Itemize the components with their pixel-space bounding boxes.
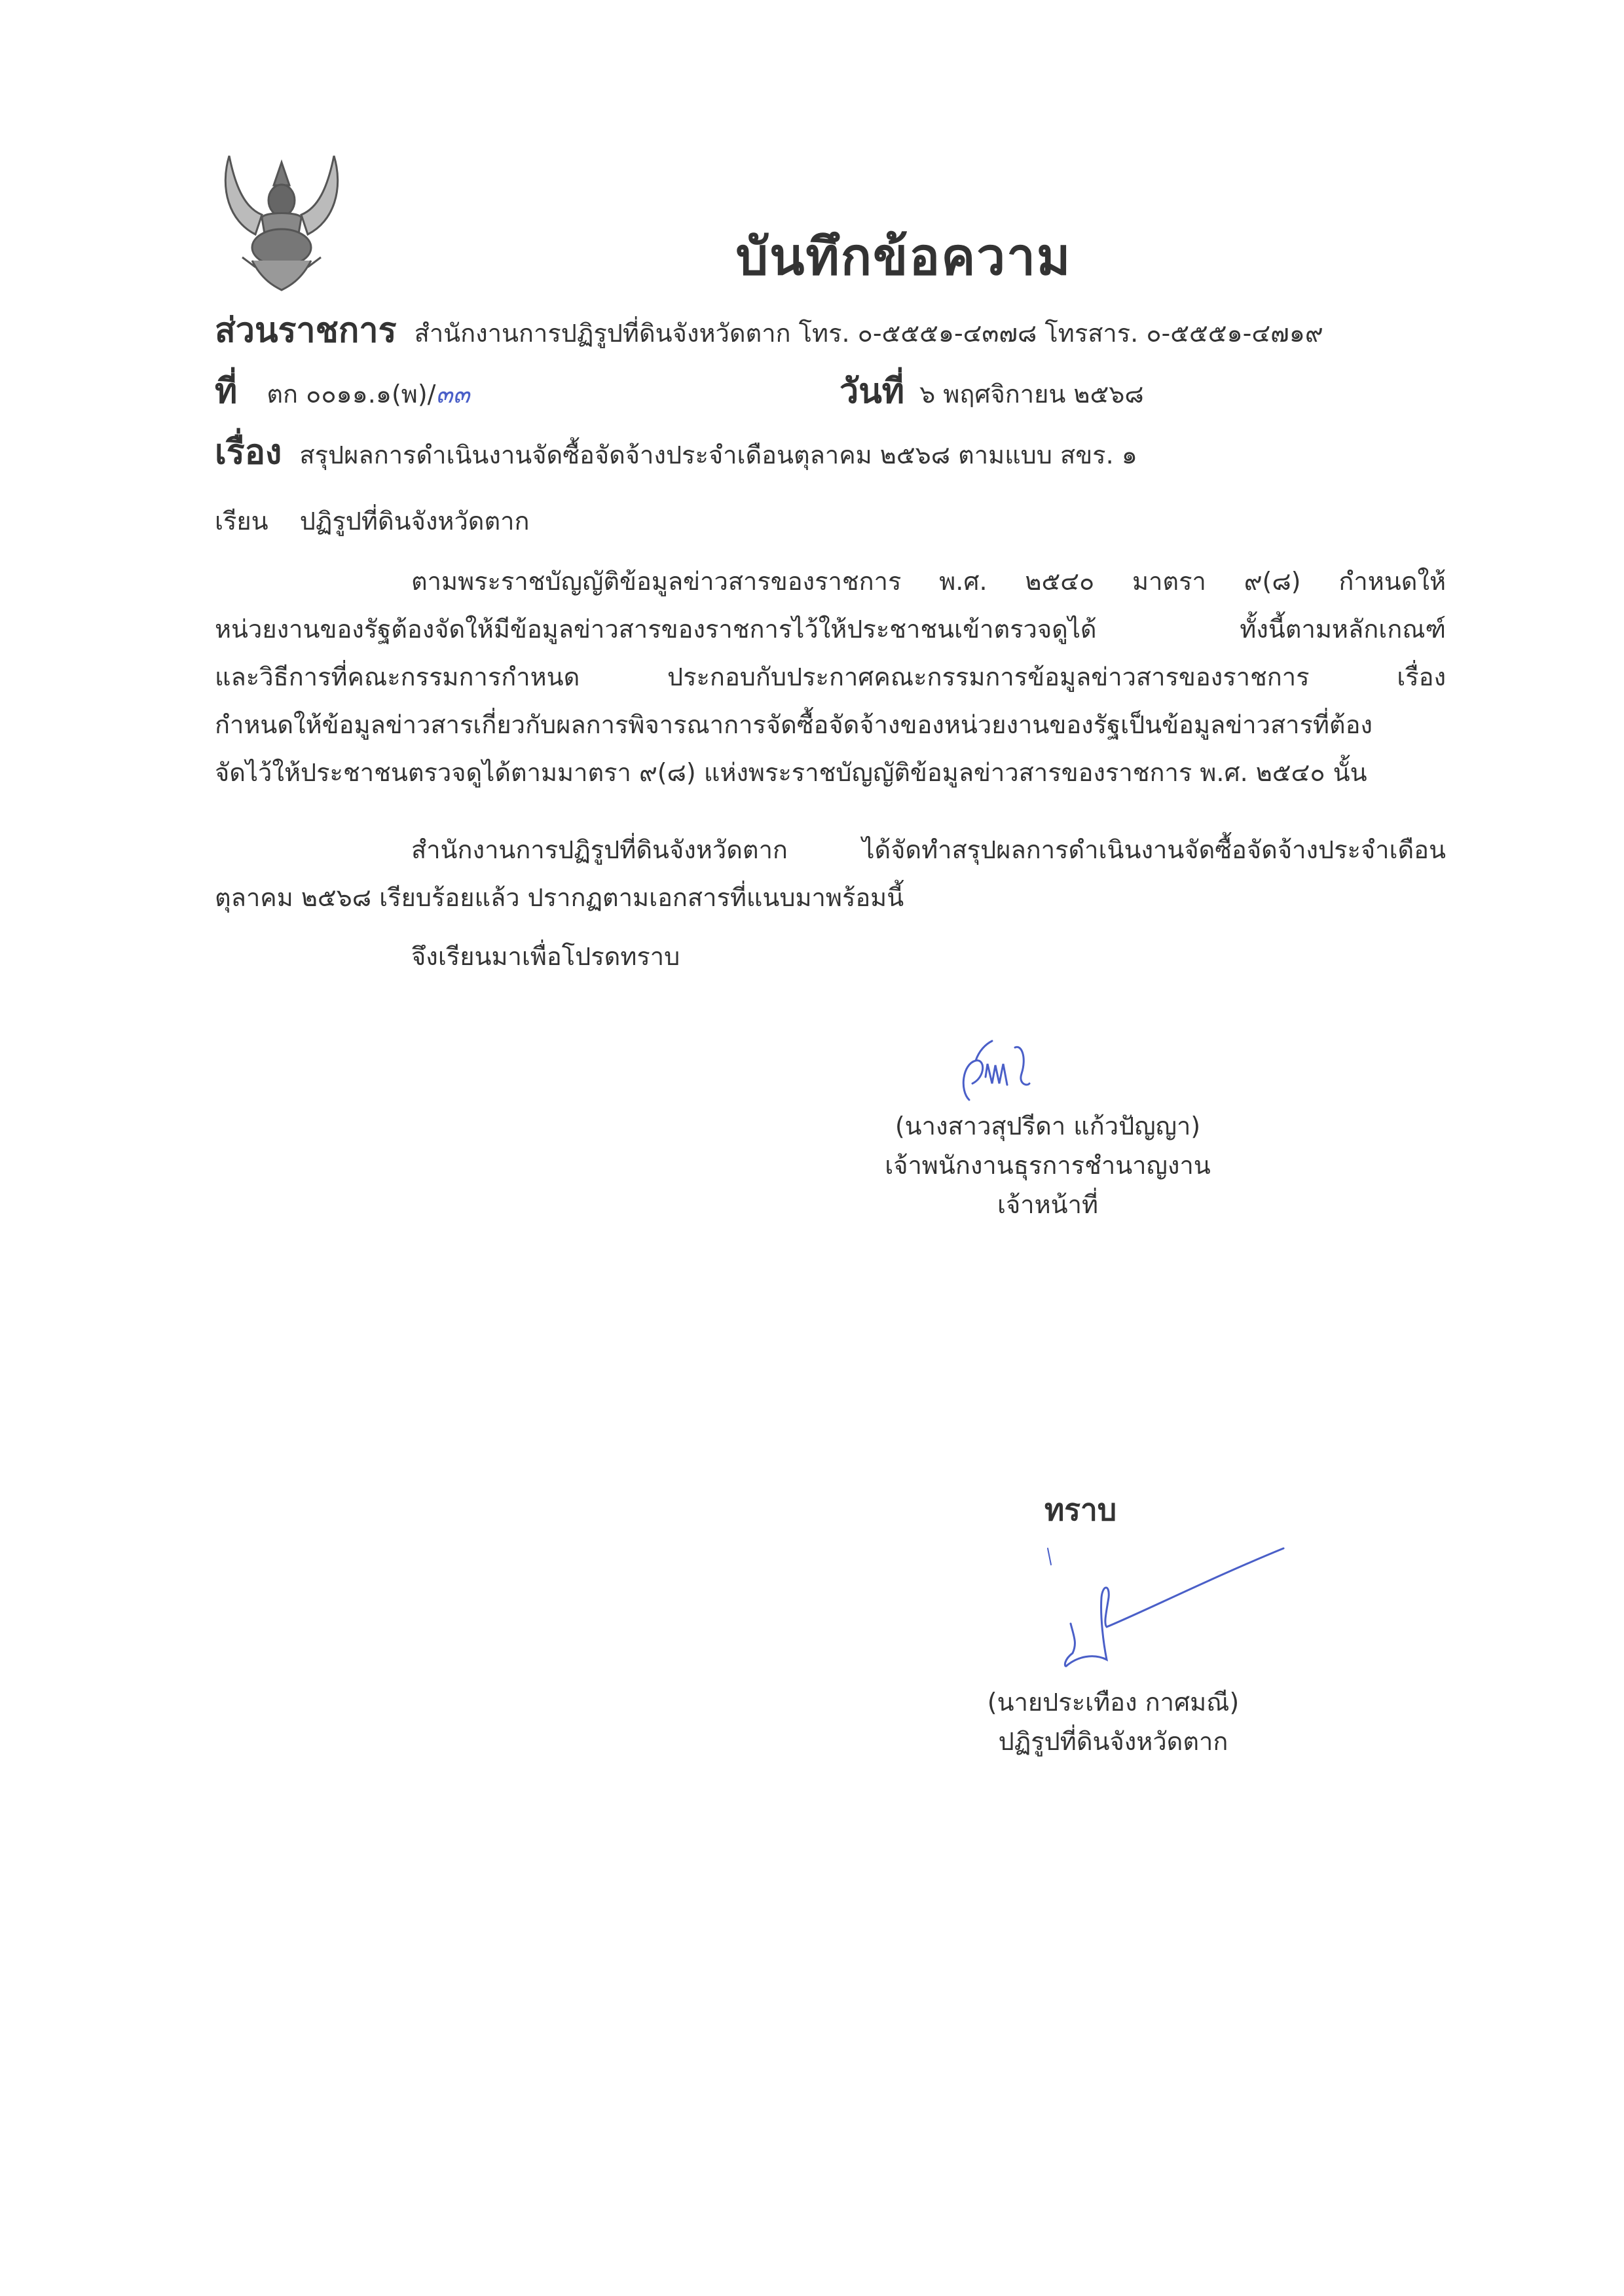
signature-1-handwritten-icon [956,1038,1035,1112]
signature-2-handwritten-icon [1048,1545,1297,1679]
signatory-1-role: เจ้าหน้าที่ [997,1190,1098,1219]
signatory-1-position: เจ้าพนักงานธุรการชำนาญงาน [885,1151,1211,1180]
date-row [840,363,1144,418]
paragraph-line: หน่วยงานของรัฐต้องจัดให้มีข้อมูลข่าวสารของราชการไว้ให้ประชาชนเข้าตรวจดูได้ ทั้งนี้ตามหลักเกณฑ์ [215,615,1446,644]
date-value: ๖ พฤศจิกายน ๒๕๖๘ [919,380,1144,409]
signatory-2-position: ปฏิรูปที่ดินจังหวัดตาก [998,1727,1228,1756]
signatory-2-block [917,1683,1310,1761]
paragraph-line: ตามพระราชบัญญัติข้อมูลข่าวสารของราชการ พ.ศ. ๒๕๔๐ มาตรา ๙(๘) กำหนดให้ [411,567,1446,596]
body-paragraph-1 [215,558,1446,797]
salutation-recipient: ปฏิรูปที่ดินจังหวัดตาก [299,507,530,536]
signatory-1-block [819,1106,1277,1224]
paragraph-line: ตุลาคม ๒๕๖๘ เรียบร้อยแล้ว ปรากฏตามเอกสารที่แนบมาพร้อมนี้ [215,883,904,912]
agency-row [215,302,1323,357]
signatory-2-name: (นายประเทือง กาศมณี) [987,1688,1240,1717]
paragraph-line: สำนักงานการปฏิรูปที่ดินจังหวัดตาก ได้จัดทำสรุปผลการดำเนินงานจัดซื้อจัดจ้างประจำเดือน [411,835,1446,864]
subject-row [215,424,1137,479]
reference-handwritten-number: ๓๓ [435,380,470,409]
paragraph-line: จัดไว้ให้ประชาชนตรวจดูได้ตามมาตรา ๙(๘) แห่งพระราชบัญญัติข้อมูลข่าวสารของราชการ พ.ศ. ๒๕๔๐ นั้น [215,758,1367,787]
agency-label: ส่วนราชการ [215,311,397,350]
subject-value: สรุปผลการดำเนินงานจัดซื้อจัดจ้างประจำเดือนตุลาคม ๒๕๖๘ ตามแบบ สขร. ๑ [299,441,1137,469]
document-title: บันทึกข้อความ [735,228,1072,287]
date-label: วันที่ [840,372,905,411]
closing-line: จึงเรียนมาเพื่อโปรดทราบ [411,942,680,971]
salutation-label: เรียน [215,507,268,536]
body-paragraph-2 [215,826,1446,922]
paragraph-line: กำหนดให้ข้อมูลข่าวสารเกี่ยวกับผลการพิจารณาการจัดซื้อจัดจ้างของหน่วยงานของรัฐเป็นข้อมูลข่าวสารที่ต้อง [215,710,1373,739]
subject-label: เรื่อง [215,433,282,472]
reference-label: ที่ [215,372,238,411]
signatory-1-name: (นางสาวสุปรีดา แก้วปัญญา) [895,1112,1201,1140]
acknowledgement-label: ทราบ [1044,1492,1117,1527]
reference-value: ตก ๐๐๑๑.๑(พ)/ [267,380,436,409]
salutation [215,501,530,541]
reference-row [215,363,470,418]
agency-value: สำนักงานการปฏิรูปที่ดินจังหวัดตาก โทร. ๐-๕๕๕๑-๔๓๗๘ โทรสาร. ๐-๕๕๕๑-๔๗๑๙ [414,319,1323,348]
paragraph-line: และวิธีการที่คณะกรรมการกำหนด ประกอบกับประกาศคณะกรรมการข้อมูลข่าวสารของราชการ เรื่อง [215,663,1446,691]
